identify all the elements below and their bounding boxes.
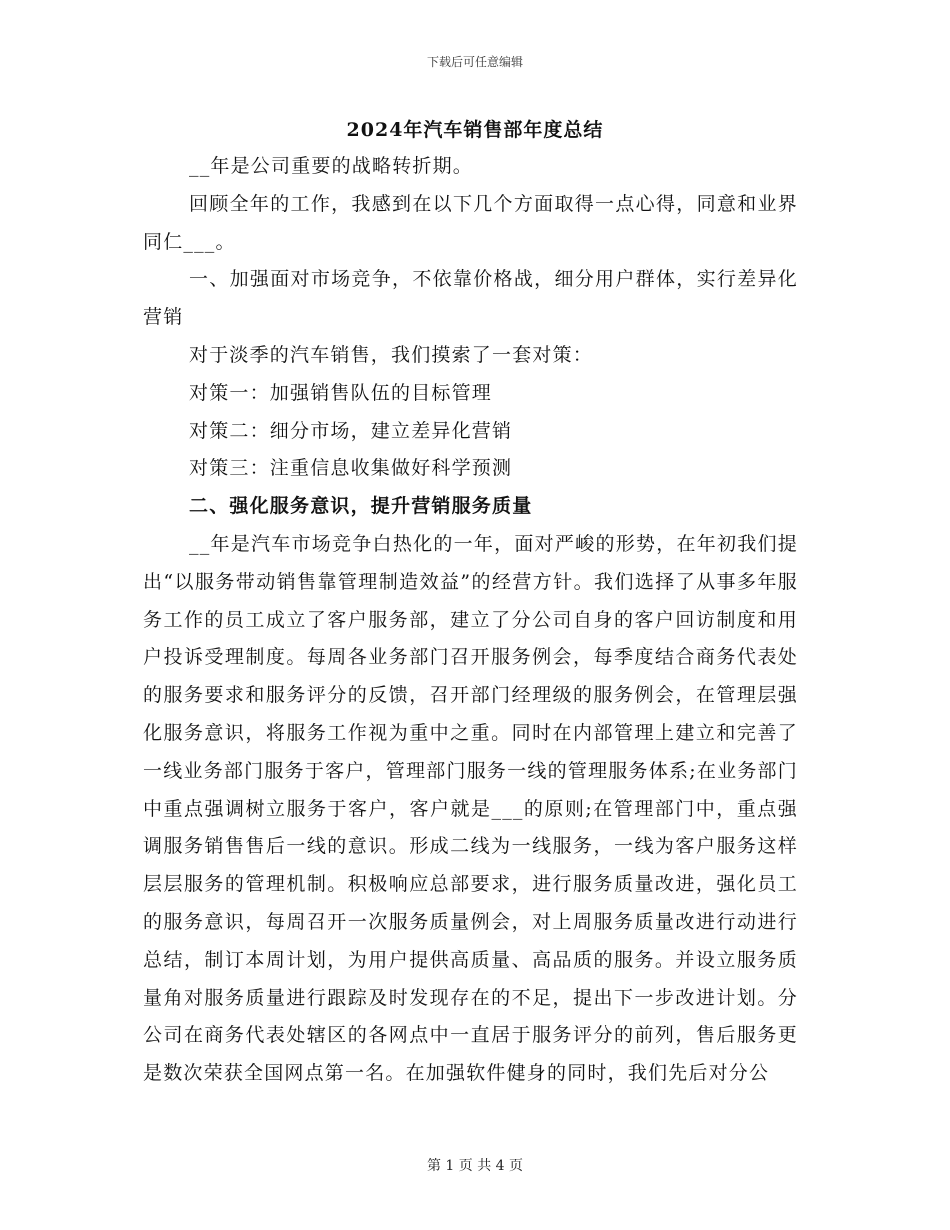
section-heading-1: 一、加强面对市场竞争，不依靠价格战，细分用户群体，实行差异化营销 <box>143 268 798 329</box>
page-header-note: 下载后可任意编辑 <box>426 55 523 69</box>
document-body <box>143 148 798 1093</box>
page-footer-number: 第 1 页 共 4 页 <box>426 1158 524 1174</box>
section-heading-2: 二、强化服务意识，提升营销服务质量 <box>189 495 533 518</box>
paragraph-service: __年是汽车市场竞争白热化的一年，面对严峻的形势，在年初我们提出“以服务带动销售靠管理制造效益”的经营方针。我们选择了从事多年服务工作的员工成立了客户服务部，建立了分公司自身的客户回访制度和用户投诉受理制度。每周各业务部门召开服务例会，每季度结合商务代表处的服务要求和服务评分的反馈，召开部门经理级的服务例会，在管理层强化服务意识，将服务工作视为重中之重。同时在内部管理上建立和完善了一线业务部门服务于客户，管理部门服务一线的管理服务体系;在业务部门中重点强调树立服务于客户，客户就是___的原则;在管理部门中，重点强调服务销售售后一线的意识。形成二线为一线服务，一线为客户服务这样层层服务的管理机制。积极响应总部要求，进行服务质量改进，强化员工的服务意识，每周召开一次服务质量例会，对上周服务质量改进行动进行总结，制订本周计划，为用户提供高质量、高品质的服务。并设立服务质量角对服务质量进行跟踪及时发现存在的不足，提出下一步改进计划。分公司在商务代表处辖区的各网点中一直居于服务评分的前列，售后服务更是数次荣获全国网点第一名。在加强软件健身的同时，我们先后对分公 <box>143 532 798 1085</box>
strategy-item-3: 对策三：注重信息收集做好科学预测 <box>189 457 513 480</box>
paragraph-strategy-intro: 对于淡季的汽车销售，我们摸索了一套对策： <box>189 343 594 366</box>
strategy-item-2: 对策二：细分市场，建立差异化营销 <box>189 419 513 442</box>
paragraph-intro: __年是公司重要的战略转折期。 <box>189 155 474 177</box>
document-title: 2024年汽车销售部年度总结 <box>346 119 604 141</box>
strategy-item-1: 对策一：加强销售队伍的目标管理 <box>189 381 493 404</box>
paragraph-review: 回顾全年的工作，我感到在以下几个方面取得一点心得，同意和业界同仁___。 <box>143 192 798 253</box>
